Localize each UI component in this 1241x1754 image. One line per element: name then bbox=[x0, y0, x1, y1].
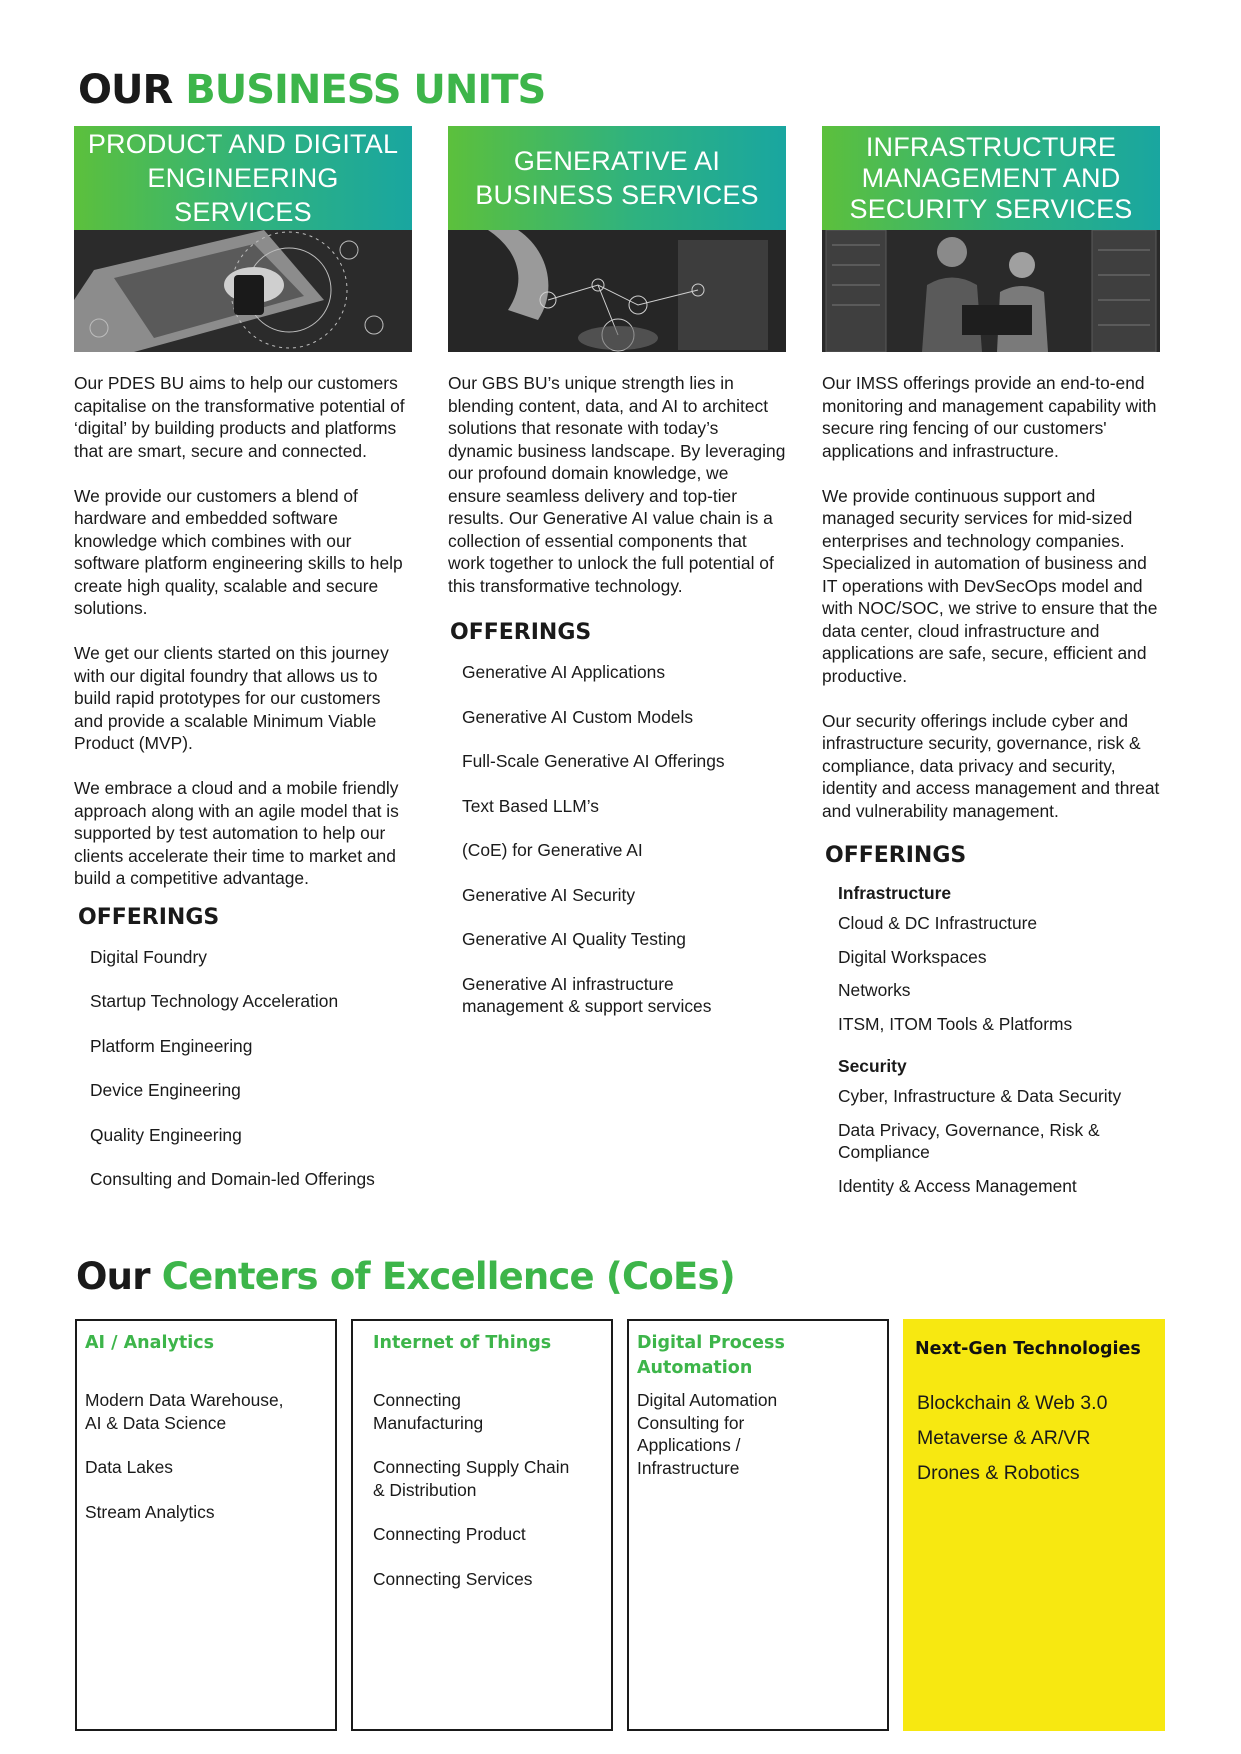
offering-item: Text Based LLM’s bbox=[462, 795, 599, 816]
offerings-heading: OFFERINGS bbox=[450, 620, 592, 645]
offering-item: Identity & Access Management bbox=[838, 1175, 1077, 1196]
business-unit-gbs bbox=[448, 126, 786, 1018]
business-unit-pdes bbox=[74, 126, 412, 1191]
coe-box-title: Internet of Things bbox=[373, 1333, 552, 1353]
offering-group-infrastructure bbox=[822, 882, 1160, 1035]
unit-paragraph: Our GBS BU’s unique strength lies in blending content, data, and AI to architect solutions that resonate with today’s dynamic business landscape. By leveraging our profound domain knowledge, we ensure seamless delivery and top-tier results. Our Generative AI value chain is a collection of essential components that work together to unlock the full potential of this transformative technology. bbox=[448, 373, 786, 596]
coe-item: Connecting Services bbox=[373, 1568, 533, 1589]
unit-header: GENERATIVE AI BUSINESS SERVICES bbox=[448, 126, 786, 230]
unit-paragraph: Our IMSS offerings provide an end-to-end monitoring and management capability with secure ring fencing of our customers' applications and infrastructure. bbox=[822, 373, 1157, 461]
coe-title-part-1: Our bbox=[76, 1255, 162, 1298]
offering-item: Digital Workspaces bbox=[838, 946, 987, 967]
offering-item: Device Engineering bbox=[90, 1080, 241, 1100]
offering-item: Generative AI infrastructure management & support services bbox=[462, 973, 712, 1016]
coe-list bbox=[361, 1389, 573, 1590]
offering-item: Startup Technology Acceleration bbox=[90, 991, 339, 1011]
coe-title bbox=[76, 1255, 735, 1299]
offerings-list bbox=[822, 1085, 1160, 1197]
coe-item: Data Lakes bbox=[85, 1457, 173, 1477]
offering-item: Generative AI Applications bbox=[462, 662, 666, 682]
coe-item: Blockchain & Web 3.0 bbox=[917, 1392, 1108, 1414]
unit-header: INFRASTRUCTURE MANAGEMENT AND SECURITY SERVICES bbox=[822, 126, 1160, 230]
coe-list bbox=[637, 1389, 807, 1479]
offering-item: Platform Engineering bbox=[90, 1035, 253, 1056]
coe-item: Drones & Robotics bbox=[917, 1462, 1080, 1484]
unit-paragraph: We provide continuous support and managed security services for mid-sized enterprises and technology companies. Specialized in automation of business and IT operations with DevSecOps model and with NOC/SOC, we strive to ensure that the data center, cloud infrastructure and applications are safe, secure, efficient and productive. bbox=[822, 485, 1158, 686]
coe-item: Stream Analytics bbox=[85, 1501, 215, 1522]
coe-box-iot bbox=[351, 1319, 613, 1731]
coe-box-title: AI / Analytics bbox=[85, 1333, 215, 1353]
page-title-part-2: BUSINESS UNITS bbox=[185, 67, 546, 113]
coe-box-ai-analytics bbox=[75, 1319, 337, 1731]
offering-item: Generative AI Custom Models bbox=[462, 706, 694, 727]
offering-item: Digital Foundry bbox=[90, 946, 207, 967]
coe-item: Digital Automation Consulting for Applications / Infrastructure bbox=[637, 1390, 778, 1478]
offerings-list bbox=[74, 946, 412, 1191]
laptop-photo bbox=[74, 230, 412, 352]
coe-list bbox=[915, 1386, 1155, 1491]
page-title-part-1: OUR bbox=[78, 67, 186, 113]
offering-item: Cyber, Infrastructure & Data Security bbox=[838, 1086, 1122, 1106]
unit-paragraph: We get our clients started on this journey with our digital foundry that allows us to build rapid prototypes for our customers and provide a scalable Minimum Viable Product (MVP). bbox=[74, 643, 389, 753]
offering-item: ITSM, ITOM Tools & Platforms bbox=[838, 1013, 1073, 1034]
offering-group-title: Infrastructure bbox=[838, 883, 952, 903]
offering-item: Generative AI Quality Testing bbox=[462, 929, 686, 949]
offerings-heading: OFFERINGS bbox=[78, 904, 220, 930]
coe-title-part-2: Centers of Excellence (CoEs) bbox=[161, 1255, 735, 1298]
offering-item: Cloud & DC Infrastructure bbox=[838, 913, 1038, 933]
ai-hand-photo bbox=[448, 230, 786, 352]
unit-header: PRODUCT AND DIGITAL ENGINEERING SERVICES bbox=[74, 126, 412, 230]
offerings-heading: OFFERINGS bbox=[825, 843, 967, 868]
coe-item: Connecting Supply Chain & Distribution bbox=[373, 1457, 570, 1500]
offering-group-security bbox=[822, 1055, 1160, 1197]
offering-item: Quality Engineering bbox=[90, 1124, 242, 1145]
coe-item: Modern Data Warehouse, AI & Data Science bbox=[85, 1390, 284, 1433]
data-center-photo bbox=[822, 230, 1160, 352]
coe-item: Connecting Product bbox=[373, 1524, 526, 1544]
offerings-list bbox=[822, 912, 1160, 1035]
offering-item: Generative AI Security bbox=[462, 884, 636, 905]
page-title bbox=[78, 66, 545, 114]
coe-box-digital-process-automation bbox=[627, 1319, 889, 1731]
offerings-list bbox=[448, 661, 786, 1018]
offering-item: Data Privacy, Governance, Risk & Compliance bbox=[838, 1119, 1100, 1162]
business-unit-imss bbox=[822, 126, 1160, 1197]
coe-item: Connecting Manufacturing bbox=[373, 1390, 484, 1433]
unit-paragraph: Our PDES BU aims to help our customers capitalise on the transformative potential of ‘digital’ by building products and platforms that are smart, secure and connected. bbox=[74, 373, 405, 461]
coe-box-title: Digital Process Automation bbox=[637, 1333, 785, 1378]
offering-group-title: Security bbox=[838, 1056, 907, 1076]
coe-list bbox=[85, 1389, 285, 1523]
offering-item: Full-Scale Generative AI Offerings bbox=[462, 751, 725, 771]
unit-paragraph: We embrace a cloud and a mobile friendly approach along with an agile model that is supported by test automation to help our clients accelerate their time to market and build a competitive advantage. bbox=[74, 778, 399, 888]
offering-item: Networks bbox=[838, 980, 911, 1000]
unit-paragraph: Our security offerings include cyber and infrastructure security, governance, risk & compliance, data privacy and security, identity and access management and threat and vulnerability management. bbox=[822, 710, 1160, 821]
coe-box-next-gen bbox=[903, 1319, 1165, 1731]
offering-item: Consulting and Domain-led Offerings bbox=[90, 1169, 375, 1189]
unit-paragraph: We provide our customers a blend of hardware and embedded software knowledge which combines with our software platform engineering skills to help create high quality, scalable and secure solutions. bbox=[74, 485, 403, 618]
offering-item: (CoE) for Generative AI bbox=[462, 840, 643, 860]
coe-box-title: Next-Gen Technologies bbox=[915, 1339, 1141, 1359]
coe-item: Metaverse & AR/VR bbox=[917, 1427, 1091, 1449]
